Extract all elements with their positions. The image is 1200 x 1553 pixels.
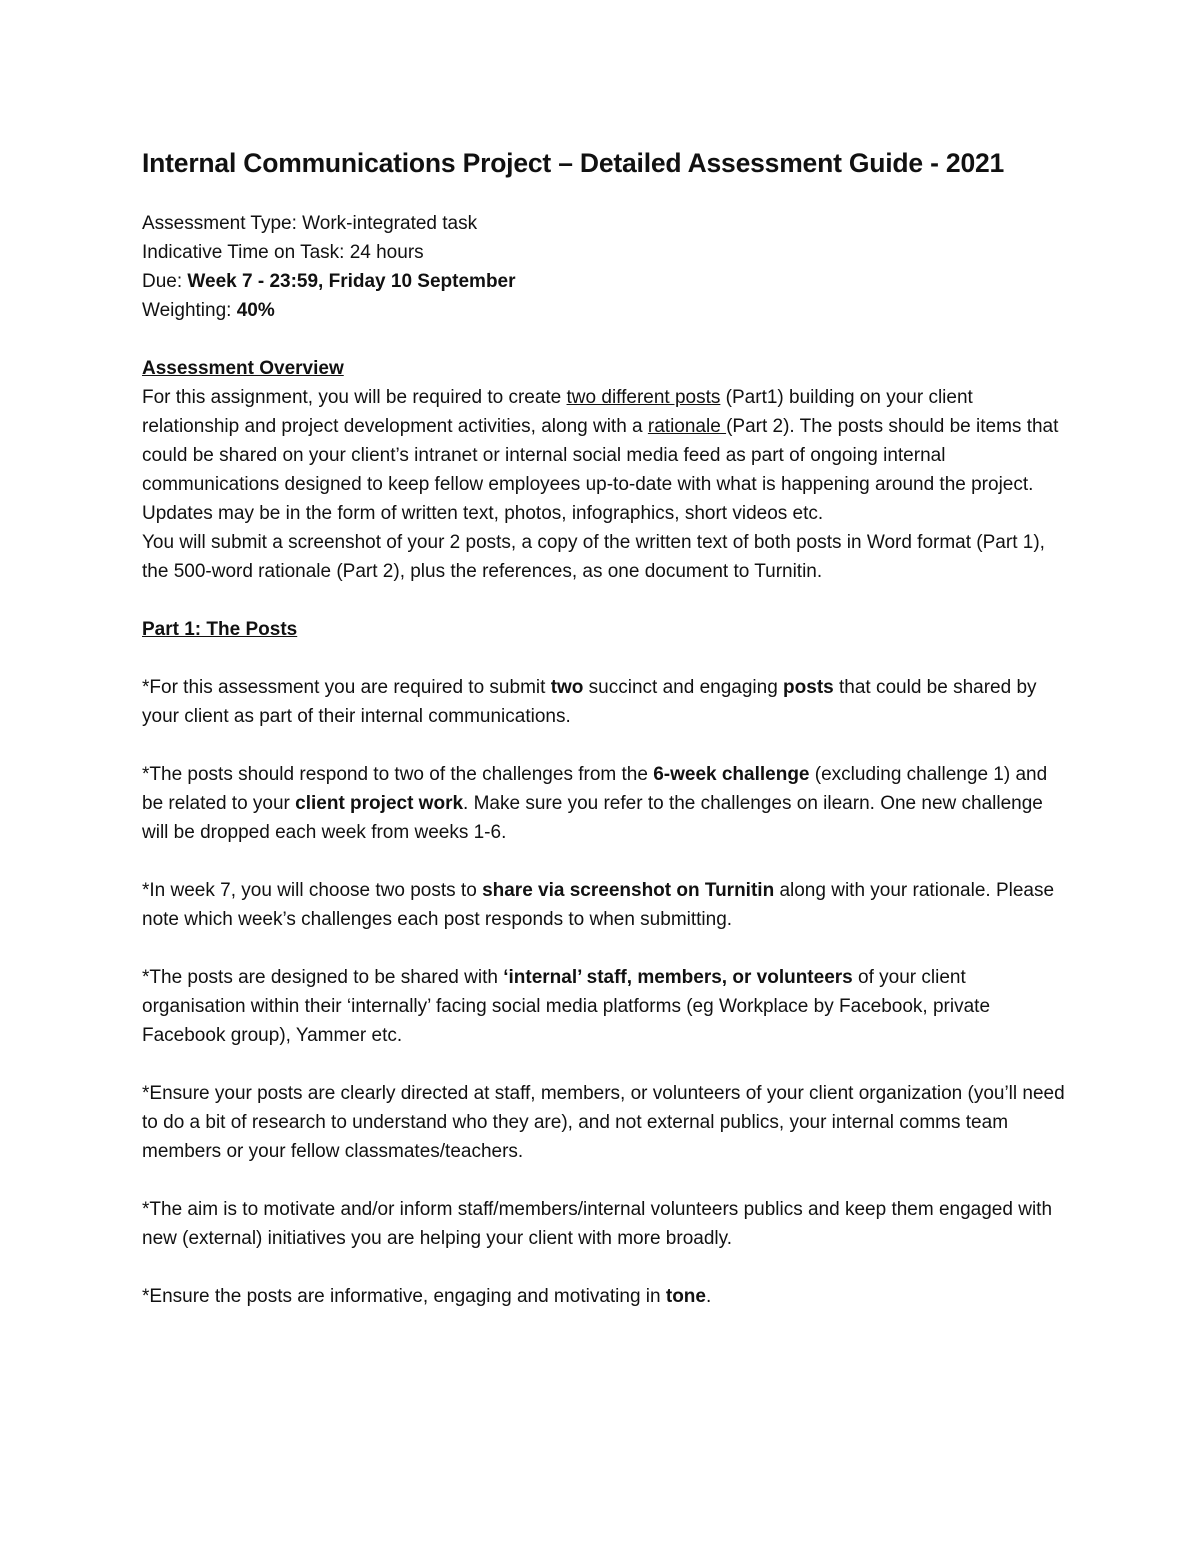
time-on-task-value: 24 hours bbox=[349, 242, 424, 263]
bullet-aim-motivate: *The aim is to motivate and/or inform staff/members/internal volunteers publics and keep them engaged with new (external) initiatives you are helping your client with more broadly. bbox=[142, 1199, 1053, 1249]
bullet-submit-two-posts bbox=[142, 673, 1072, 731]
bullet-six-week-challenge bbox=[142, 760, 1072, 847]
due-date-label: Due: bbox=[142, 271, 188, 292]
bullet-text: . bbox=[705, 1286, 712, 1307]
bold-text: two bbox=[550, 677, 584, 698]
document-title: Internal Communications Project – Detailed Assessment Guide - 2021 bbox=[142, 148, 1005, 178]
assessment-type-value: Work-integrated task bbox=[302, 213, 478, 234]
bullet-text: *In week 7, you will choose two posts to bbox=[142, 880, 483, 901]
part1-heading: Part 1: The Posts bbox=[142, 619, 298, 640]
bold-text: share via screenshot on Turnitin bbox=[482, 880, 775, 901]
weighting-line bbox=[142, 296, 1072, 325]
bold-text: tone bbox=[665, 1286, 706, 1307]
due-date-value: Week 7 - 23:59, Friday 10 September bbox=[187, 271, 516, 292]
bullet-tone bbox=[142, 1282, 1072, 1311]
bullet-text: (excluding challenge 1) and be related to your bbox=[142, 764, 1048, 814]
bold-text: client project work bbox=[295, 793, 464, 814]
document-page bbox=[142, 143, 1072, 1311]
bold-text: posts bbox=[783, 677, 834, 698]
rationale-underline: rationale bbox=[647, 416, 727, 437]
bullet-text: *The posts should respond to two of the challenges from the bbox=[142, 764, 654, 785]
bullet-text: *For this assessment you are required to submit bbox=[142, 677, 551, 698]
overview-text: (Part1) building on your client relationship and project development activities, along with a bbox=[142, 387, 973, 437]
bullet-directed-at-staff: *Ensure your posts are clearly directed at staff, members, or volunteers of your client organization (you’ll need to do a bit of research to understand who they are), and not external publics, your internal comms team members or your fellow classmates/teachers. bbox=[142, 1083, 1065, 1162]
time-on-task-line bbox=[142, 238, 1072, 267]
time-on-task-label: Indicative Time on Task: bbox=[142, 242, 350, 263]
bullet-text: *Ensure the posts are informative, engaging and motivating in bbox=[142, 1286, 666, 1307]
bullet-week-7-screenshot bbox=[142, 876, 1072, 934]
weighting-value: 40% bbox=[236, 300, 275, 321]
bullet-text: *The posts are designed to be shared with bbox=[142, 967, 504, 988]
bullet-text: . Make sure you refer to the challenges on ilearn. One new challenge will be dropped each week from weeks 1-6. bbox=[142, 793, 1043, 843]
bold-text: ‘internal’ staff, members, or volunteers bbox=[503, 967, 853, 988]
due-date-line bbox=[142, 267, 1072, 296]
overview-text: (Part 2). The posts should be items that could be shared on your client’s intranet or internal social media feed as part of ongoing internal communications designed to keep fellow employees up-to-date with what is happening around the project. Updates may be in the form of written text, photos, infographics, short videos etc. bbox=[142, 416, 1059, 524]
assessment-type-line bbox=[142, 209, 1072, 238]
bold-text: 6-week challenge bbox=[653, 764, 810, 785]
assessment-overview-heading: Assessment Overview bbox=[142, 358, 344, 379]
overview-paragraph-1 bbox=[142, 383, 1072, 528]
assessment-meta bbox=[142, 209, 1072, 325]
weighting-label: Weighting: bbox=[142, 300, 237, 321]
overview-paragraph-2: You will submit a screenshot of your 2 posts, a copy of the written text of both posts in Word format (Part 1), the 500-word rationale (Part 2), plus the references, as one document to Turnitin. bbox=[142, 532, 1045, 582]
assessment-type-label: Assessment Type: bbox=[142, 213, 303, 234]
bullet-text: along with your rationale. Please note which week’s challenges each post responds to when submitting. bbox=[142, 880, 1055, 930]
bullet-text: succinct and engaging bbox=[583, 677, 784, 698]
overview-text: For this assignment, you will be required to create bbox=[142, 387, 567, 408]
bullet-text: that could be shared by your client as part of their internal communications. bbox=[142, 677, 1037, 727]
bullet-text: of your client organisation within their ‘internally’ facing social media platforms (eg Workplace by Facebook, private Facebook group), Yammer etc. bbox=[142, 967, 991, 1046]
bullet-internal-audience bbox=[142, 963, 1072, 1050]
two-different-posts-underline: two different posts bbox=[566, 387, 721, 408]
